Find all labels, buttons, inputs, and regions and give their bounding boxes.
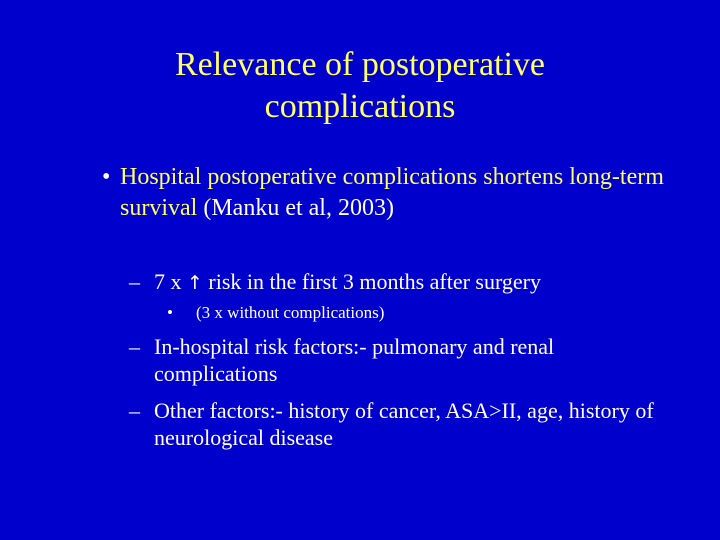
bullet-main-citation: (Manku et al, 2003) bbox=[197, 195, 394, 221]
sub-bullet-inhospital-text: In-hospital risk factors:- pulmonary and renal complications bbox=[154, 334, 555, 386]
sub-bullet-inhospital bbox=[129, 333, 674, 387]
sub-bullet-risk-prefix: 7 x bbox=[154, 269, 187, 294]
up-arrow-icon: ↑ bbox=[187, 272, 203, 294]
dash-marker: – bbox=[129, 269, 140, 294]
sub-bullet-risk-suffix: risk in the first 3 months after surgery bbox=[202, 269, 542, 294]
bullet-main-highlight: Hospital postoperative complications shortens long-term survival bbox=[120, 164, 664, 221]
title-line-1: Relevance of postoperative bbox=[174, 46, 546, 83]
bullet-marker: • bbox=[167, 303, 173, 322]
title-line-2: complications bbox=[264, 88, 456, 125]
dash-marker: – bbox=[129, 334, 140, 359]
sub-sub-bullet-text: (3 x without complications) bbox=[196, 303, 385, 322]
bullet-marker: • bbox=[102, 164, 111, 190]
slide-title bbox=[60, 44, 660, 128]
dash-marker: – bbox=[129, 398, 140, 423]
bullet-main bbox=[102, 162, 680, 224]
sub-sub-bullet bbox=[167, 302, 656, 324]
sub-bullet-other bbox=[129, 397, 674, 451]
sub-bullet-risk bbox=[129, 268, 674, 297]
sub-bullet-other-text: Other factors:- history of cancer, ASA>II, age, history of neurological disease bbox=[154, 398, 654, 450]
